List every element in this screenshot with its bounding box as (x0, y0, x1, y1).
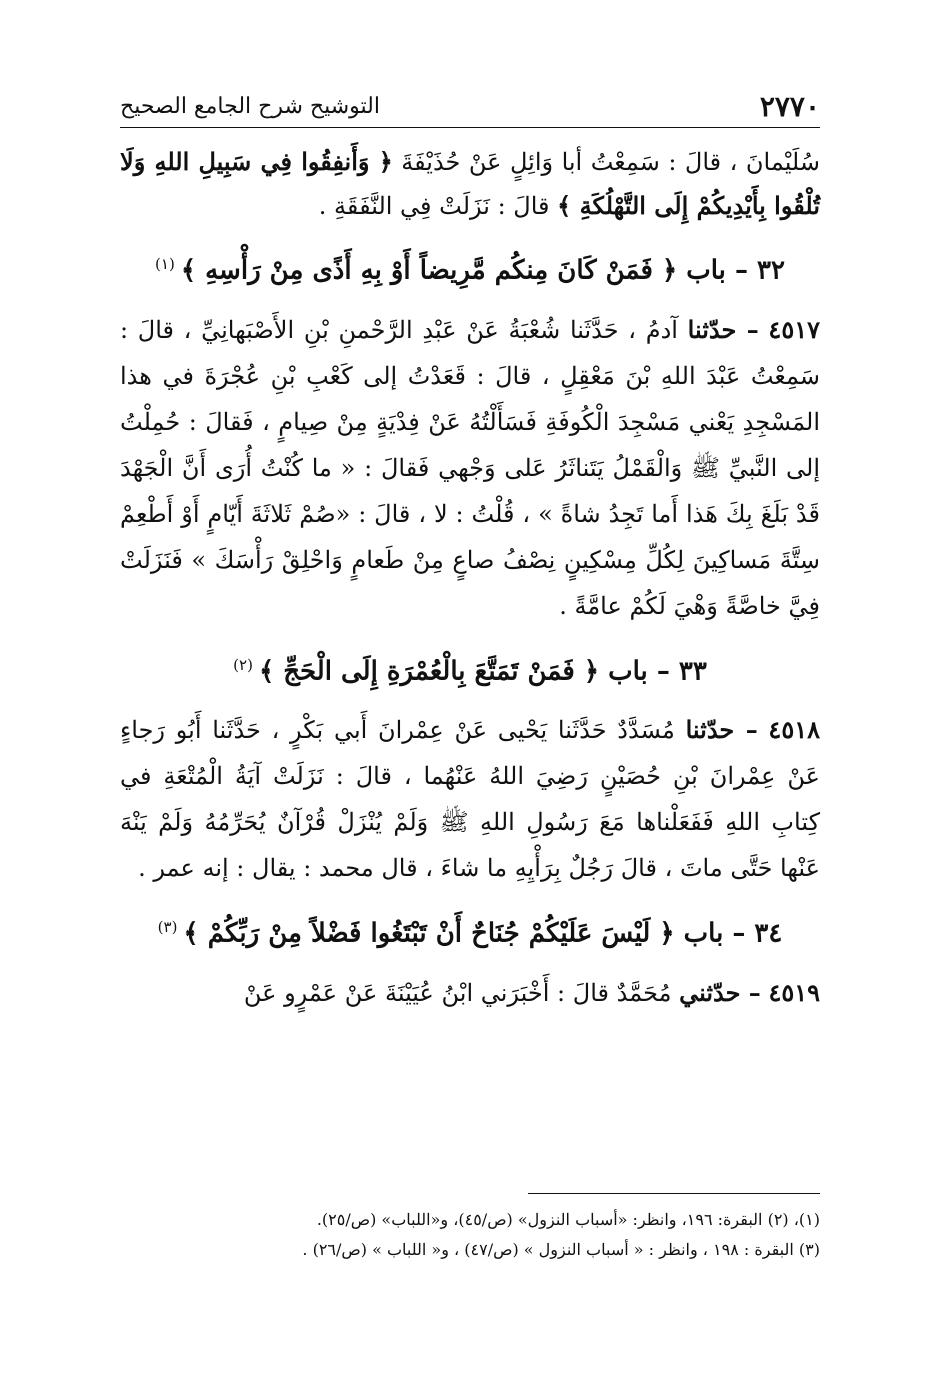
hadith-text: مُحَمَّدٌ قالَ : أَخْبَرَني ابْنُ عُيَيْنَةَ عَنْ عَمْرٍو عَنْ (243, 978, 672, 1007)
hadith-number: ٤٥١٨ (768, 715, 820, 745)
hadith-number: ٤٥١٩ (768, 977, 820, 1007)
hadith-4519 (120, 970, 820, 1016)
footnote-ref: (٣) (157, 918, 178, 937)
hadith-lead: – حدّثنا (685, 715, 758, 745)
page-number: ٢٧٧٠ (759, 89, 820, 123)
chapter-heading-32 (120, 234, 820, 301)
chapter-title: ٣٤ – باب ﴿ لَيْسَ عَلَيْكُمْ جُنَاحٌ أَنْ تَبْتَغُوا فَضْلاً مِنْ رَبِّكُمْ ﴾ (183, 918, 783, 949)
hadith-4518 (120, 707, 820, 891)
header-rule (120, 127, 820, 128)
footnote-ref: (١) (155, 255, 175, 273)
main-text (120, 140, 820, 1016)
chapter-heading-33 (120, 635, 820, 702)
chapter-title: ٣٣ – باب ﴿ فَمَنْ تَمَتَّعَ بِالْعُمْرَةِ إِلَى الْحَجِّ ﴾ (258, 656, 707, 687)
hadith-number: ٤٥١٧ (768, 314, 820, 344)
opening-paragraph (120, 140, 820, 228)
footnote-rule (528, 1193, 820, 1194)
opening-text-after: قالَ : نَزَلَتْ فِي النَّفَقَةِ . (318, 192, 550, 220)
quran-verse: ﴿ وَأَنفِقُوا فِي سَبِيلِ اللهِ وَلَا تُلْقُوا بِأَيْدِيكُمْ إِلَى التَّهْلُكَةِ ﴾ (120, 147, 820, 220)
footnote-ref: (٢) (233, 655, 253, 674)
opening-text-before: سُلَيْمانَ ، قالَ : سَمِعْتُ أبا وَائِلٍ عَنْ حُذَيْفَةَ (401, 148, 820, 176)
chapter-title: ٣٢ – باب ﴿ فَمَنْ كَانَ مِنكُم مَّرِيضاً أَوْ بِهِ أَذًى مِنْ رَأْسِهِ ﴾ (180, 255, 785, 286)
footnote: (٣) البقرة : ١٩٨ ، وانظر : « أسباب النزول » (ص/٤٧) ، و« اللباب » (ص/٢٦) . (302, 1240, 820, 1259)
footnotes (120, 1205, 820, 1265)
hadith-lead: – حدّثني (679, 977, 761, 1007)
footnote: (١)، (٢) البقرة: ١٩٦، وانظر: «أسباب النزول» (ص/٤٥)، و«اللباب» (ص/٢٥). (316, 1210, 820, 1229)
hadith-lead: – حدّثنا (687, 314, 759, 344)
hadith-4517 (120, 307, 820, 629)
running-title: التوشيح شرح الجامع الصحيح (120, 93, 380, 119)
hadith-text: مُسَدَّدٌ حَدَّثَنا يَحْيى عَنْ عِمْرانَ أَبي بَكْرٍ ، حَدَّثَنا أَبُو رَجاءٍ عَنْ عِمْرانَ بْنِ حُصَيْنٍ رَضِيَ اللهُ عَنْهُما ، قالَ : نَزَلَتْ آيَةُ الْمُتْعَةِ في كِتابِ اللهِ فَفَعَلْناها مَعَ رَسُولِ اللهِ ﷺ وَلَمْ يُنْزَلْ قُرْآنٌ يُحَرِّمُهُ وَلَمْ يَنْهَ عَنْها حَتَّى ماتَ ، قالَ رَجُلٌ بِرَأْيِهِ ما شاءَ ، قال محمد : يقال : إنه عمر . (120, 716, 820, 883)
page-header (120, 86, 820, 126)
chapter-heading-34 (120, 897, 820, 964)
hadith-text: آدمُ ، حَدَّثَنا شُعْبَةُ عَنْ عَبْدِ الرَّحْمنِ بْنِ الأَصْبَهانِيِّ ، قالَ : سَمِعْتُ عَبْدَ اللهِ بْنَ مَعْقِلٍ ، قالَ : قَعَدْتُ إلى كَعْبِ بْنِ عُجْرَةَ في هذا المَسْجِدِ يَعْني مَسْجِدَ الْكُوفَةِ فَسَأَلْتُهُ عَنْ فِدْيَةٍ مِنْ صِيامٍ ، فَقالَ : حُمِلْتُ إلى النَّبيِّ ﷺ وَالْقَمْلُ يَتَناثَرُ عَلى وَجْهي فَقالَ : « ما كُنْتُ أُرَى أَنَّ الْجَهْدَ قَدْ بَلَغَ بِكَ هَذا أَما تَجِدُ شاةً » ، قُلْتُ : لا ، قالَ : «صُمْ ثَلاثَةَ أَيّامٍ أَوْ أَطْعِمْ سِتَّةَ مَساكِينَ لِكُلِّ مِسْكِينٍ نِصْفُ صاعٍ مِنْ طَعامٍ وَاحْلِقْ رَأْسَكَ » فَنَزَلَتْ فِيَّ خاصَّةً وَهْيَ لَكُمْ عامَّةً . (120, 315, 820, 620)
